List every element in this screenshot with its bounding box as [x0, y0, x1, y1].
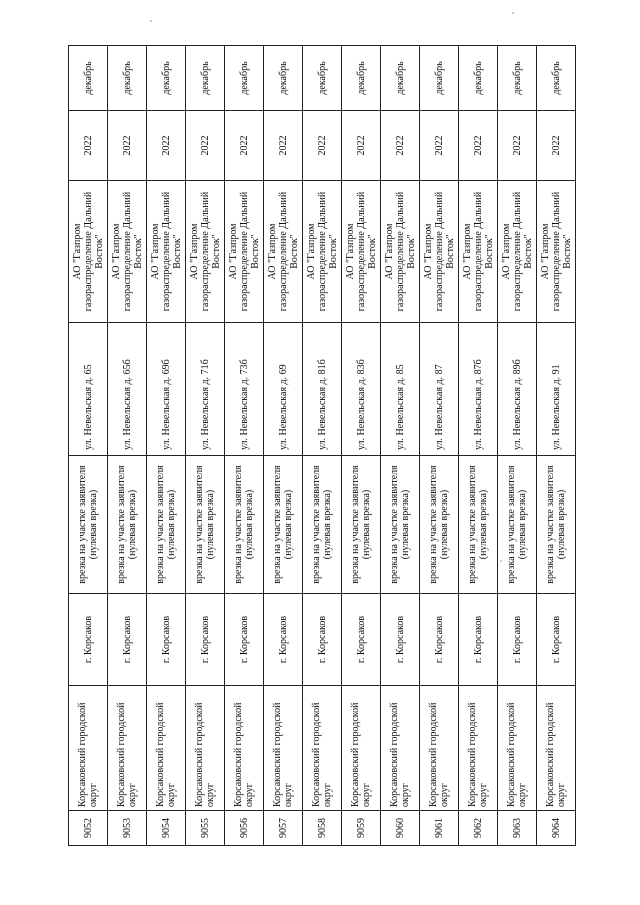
month-cell: декабрь — [498, 46, 537, 111]
row-number: 9062 — [459, 811, 498, 846]
month-cell: декабрь — [342, 46, 381, 111]
organization-cell: АО "Газпром газораспределение Дальний Восток" — [498, 181, 537, 323]
city-cell: г. Корсаков — [225, 594, 264, 686]
address-cell: ул. Невельская д. 87б — [459, 323, 498, 456]
year-cell: 2022 — [498, 111, 537, 181]
organization-cell: АО "Газпром газораспределение Дальний Восток" — [69, 181, 108, 323]
address-cell: ул. Невельская д. 83б — [342, 323, 381, 456]
address-cell: ул. Невельская д. 69 — [264, 323, 303, 456]
organization-cell: АО "Газпром газораспределение Дальний Восток" — [303, 181, 342, 323]
organization-cell: АО "Газпром газораспределение Дальний Восток" — [537, 181, 576, 323]
month-cell: декабрь — [537, 46, 576, 111]
city-cell: г. Корсаков — [108, 594, 147, 686]
month-cell: декабрь — [108, 46, 147, 111]
row-number: 9061 — [420, 811, 459, 846]
work-type-cell: врезка на участке заявителя (нулевая врезка) — [108, 456, 147, 594]
city-cell: г. Корсаков — [264, 594, 303, 686]
table-row — [537, 46, 576, 846]
year-cell: 2022 — [264, 111, 303, 181]
table-row — [381, 46, 420, 846]
city-cell: г. Корсаков — [186, 594, 225, 686]
city-cell: г. Корсаков — [459, 594, 498, 686]
month-cell: декабрь — [420, 46, 459, 111]
table-row — [225, 46, 264, 846]
table-row — [69, 46, 108, 846]
table-row — [420, 46, 459, 846]
city-cell: г. Корсаков — [147, 594, 186, 686]
district-cell: Корсаковский городской округ — [303, 686, 342, 811]
organization-cell: АО "Газпром газораспределение Дальний Восток" — [264, 181, 303, 323]
year-cell: 2022 — [381, 111, 420, 181]
address-cell: ул. Невельская д. 73б — [225, 323, 264, 456]
city-cell: г. Корсаков — [69, 594, 108, 686]
year-cell: 2022 — [303, 111, 342, 181]
row-number: 9058 — [303, 811, 342, 846]
row-number: 9056 — [225, 811, 264, 846]
year-cell: 2022 — [459, 111, 498, 181]
district-cell: Корсаковский городской округ — [420, 686, 459, 811]
scan-speck — [150, 20, 152, 22]
district-cell: Корсаковский городской округ — [69, 686, 108, 811]
scan-speck — [512, 12, 514, 14]
month-cell: декабрь — [186, 46, 225, 111]
city-cell: г. Корсаков — [537, 594, 576, 686]
organization-cell: АО "Газпром газораспределение Дальний Восток" — [420, 181, 459, 323]
address-cell: ул. Невельская д. 69б — [147, 323, 186, 456]
work-type-cell: врезка на участке заявителя (нулевая врезка) — [147, 456, 186, 594]
year-cell: 2022 — [420, 111, 459, 181]
rotated-table-wrapper — [68, 46, 576, 846]
year-cell: 2022 — [108, 111, 147, 181]
year-cell: 2022 — [186, 111, 225, 181]
district-cell: Корсаковский городской округ — [381, 686, 420, 811]
month-cell: декабрь — [264, 46, 303, 111]
district-cell: Корсаковский городской округ — [498, 686, 537, 811]
city-cell: г. Корсаков — [303, 594, 342, 686]
work-type-cell: врезка на участке заявителя (нулевая врезка) — [186, 456, 225, 594]
district-cell: Корсаковский городской округ — [225, 686, 264, 811]
organization-cell: АО "Газпром газораспределение Дальний Восток" — [459, 181, 498, 323]
work-type-cell: врезка на участке заявителя (нулевая врезка) — [459, 456, 498, 594]
address-cell: ул. Невельская д. 91 — [537, 323, 576, 456]
organization-cell: АО "Газпром газораспределение Дальний Восток" — [381, 181, 420, 323]
table-row — [303, 46, 342, 846]
table-row — [342, 46, 381, 846]
city-cell: г. Корсаков — [420, 594, 459, 686]
row-number: 9059 — [342, 811, 381, 846]
table-body — [69, 46, 576, 846]
year-cell: 2022 — [537, 111, 576, 181]
address-cell: ул. Невельская д. 89б — [498, 323, 537, 456]
work-type-cell: врезка на участке заявителя (нулевая врезка) — [303, 456, 342, 594]
row-number: 9052 — [69, 811, 108, 846]
address-cell: ул. Невельская д. 85 — [381, 323, 420, 456]
work-type-cell: врезка на участке заявителя (нулевая врезка) — [381, 456, 420, 594]
row-number: 9053 — [108, 811, 147, 846]
table-row — [108, 46, 147, 846]
row-number: 9064 — [537, 811, 576, 846]
address-cell: ул. Невельская д. 65 — [69, 323, 108, 456]
month-cell: декабрь — [303, 46, 342, 111]
work-type-cell: врезка на участке заявителя (нулевая врезка) — [225, 456, 264, 594]
work-type-cell: врезка на участке заявителя (нулевая врезка) — [420, 456, 459, 594]
gasification-schedule-table — [68, 45, 576, 846]
city-cell: г. Корсаков — [342, 594, 381, 686]
table-row — [264, 46, 303, 846]
work-type-cell: врезка на участке заявителя (нулевая врезка) — [342, 456, 381, 594]
district-cell: Корсаковский городской округ — [264, 686, 303, 811]
work-type-cell: врезка на участке заявителя (нулевая врезка) — [264, 456, 303, 594]
table-row — [498, 46, 537, 846]
district-cell: Корсаковский городской округ — [186, 686, 225, 811]
year-cell: 2022 — [342, 111, 381, 181]
year-cell: 2022 — [147, 111, 186, 181]
year-cell: 2022 — [69, 111, 108, 181]
work-type-cell: врезка на участке заявителя (нулевая врезка) — [498, 456, 537, 594]
row-number: 9057 — [264, 811, 303, 846]
work-type-cell: врезка на участке заявителя (нулевая врезка) — [69, 456, 108, 594]
month-cell: декабрь — [381, 46, 420, 111]
district-cell: Корсаковский городской округ — [537, 686, 576, 811]
month-cell: декабрь — [69, 46, 108, 111]
row-number: 9060 — [381, 811, 420, 846]
row-number: 9063 — [498, 811, 537, 846]
year-cell: 2022 — [225, 111, 264, 181]
district-cell: Корсаковский городской округ — [459, 686, 498, 811]
table-row — [186, 46, 225, 846]
address-cell: ул. Невельская д. 87 — [420, 323, 459, 456]
table-row — [147, 46, 186, 846]
organization-cell: АО "Газпром газораспределение Дальний Восток" — [108, 181, 147, 323]
table-row — [459, 46, 498, 846]
district-cell: Корсаковский городской округ — [108, 686, 147, 811]
work-type-cell: врезка на участке заявителя (нулевая врезка) — [537, 456, 576, 594]
district-cell: Корсаковский городской округ — [342, 686, 381, 811]
month-cell: декабрь — [459, 46, 498, 111]
organization-cell: АО "Газпром газораспределение Дальний Восток" — [225, 181, 264, 323]
row-number: 9055 — [186, 811, 225, 846]
row-number: 9054 — [147, 811, 186, 846]
city-cell: г. Корсаков — [498, 594, 537, 686]
city-cell: г. Корсаков — [381, 594, 420, 686]
district-cell: Корсаковский городской округ — [147, 686, 186, 811]
address-cell: ул. Невельская д. 71б — [186, 323, 225, 456]
organization-cell: АО "Газпром газораспределение Дальний Восток" — [147, 181, 186, 323]
organization-cell: АО "Газпром газораспределение Дальний Восток" — [342, 181, 381, 323]
address-cell: ул. Невельская д. 65б — [108, 323, 147, 456]
organization-cell: АО "Газпром газораспределение Дальний Восток" — [186, 181, 225, 323]
month-cell: декабрь — [225, 46, 264, 111]
month-cell: декабрь — [147, 46, 186, 111]
address-cell: ул. Невельская д. 81б — [303, 323, 342, 456]
